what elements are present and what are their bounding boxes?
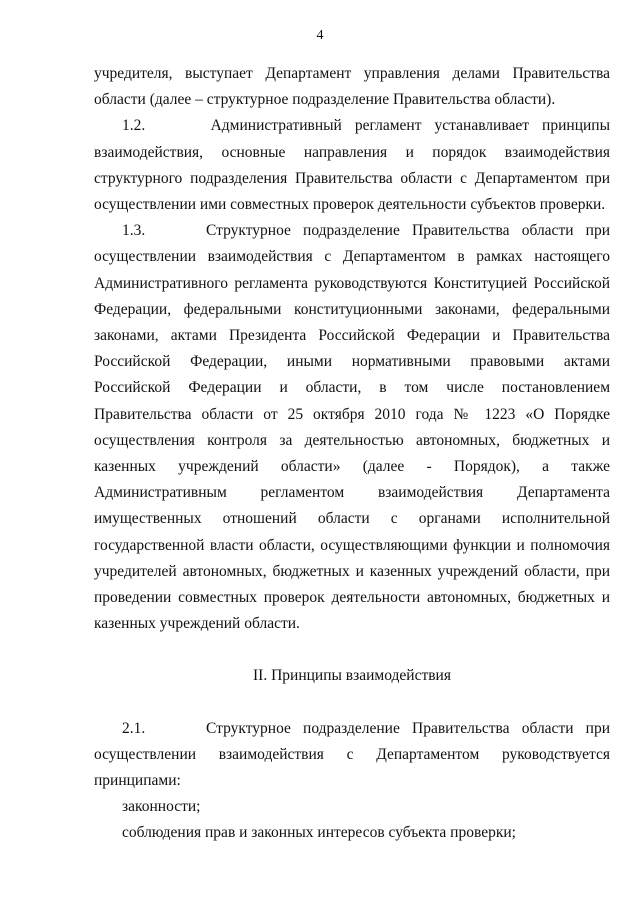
section-heading: II. Принципы взаимодействия — [253, 667, 451, 685]
principle-item: законности; — [122, 798, 201, 816]
paragraph-1-3: 1.3. Структурное подразделение Правительства области при осуществлении взаимодействия с Департаментом в рамках настоящего Административного регламента руководствуются Конституцией Российской Федерации, федеральными конституционными законами, федеральными законами, актами Президента Российской Федерации и Правительства Российской Федерации, иными нормативными правовыми актами Российской Федерации и области, в том числе постановлением Правительства области от 25 октября 2010 года № 1223 «О Порядке осуществления контроля за деятельностью автономных, бюджетных и казенных учреждений области» (далее - Порядок), а также Административным регламентом взаимодействия Департамента имущественных отношений области с органами исполнительной государственной власти области, осуществляющими функции и полномочия учредителей автономных, бюджетных и казенных учреждений области, при проведении совместных проверок деятельности автономных, бюджетных и казенных учреждений области. — [94, 222, 610, 633]
paragraph-continuation: учредителя, выступает Департамент управления делами Правительства области (далее – структурное подразделение Правительства области). — [94, 65, 610, 109]
paragraph-1-2: 1.2. Административный регламент устанавливает принципы взаимодействия, основные направления и порядок взаимодействия структурного подразделения Правительства области с Департаментом при осуществлении ими совместных проверок деятельности субъектов проверки. — [94, 117, 610, 214]
paragraph-2-1: 2.1. Структурное подразделение Правительства области при осуществлении взаимодействия с Департаментом руководствуется принципами: — [94, 719, 610, 790]
principle-item: соблюдения прав и законных интересов субъекта проверки; — [122, 824, 516, 842]
document-body — [94, 61, 610, 847]
page-number: 4 — [316, 28, 324, 43]
